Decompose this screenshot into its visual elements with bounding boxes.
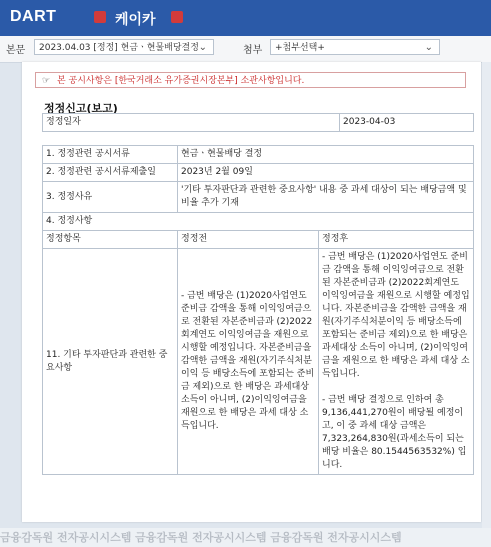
row-label: 2. 정정관련 공시서류제출일 [43,164,178,182]
table-row [43,213,474,231]
after-paragraph-2: - 금번 배당 결정으로 인하여 총 9,136,441,270원이 배당될 예정이고, 이 중 과세 대상 금액은 7,323,264,830원(과세소득이 되는 배당 비율은 80.1544563532%) 입니다. [322,395,467,470]
company-name: 케이카 [115,12,156,28]
attach-select[interactable] [270,39,440,55]
document-title: 정정신고(보고) [44,102,118,115]
doc-select[interactable] [34,39,214,55]
date-table [42,113,474,132]
after-paragraph-1: - 금번 배당은 (1)2020사업연도 준비금 감액을 통해 이익잉여금으로 전환된 자본준비금과 (2)2022회계연도 이익잉여금을 재원으로 시행할 예정입니다. 자본준비금을 감액한 금액을 재원(자기주식처분이익 등 배당소득에 포함되는 준비금 제외)으로 한 배당은 과세대상 소득이 아니며, (2)이익잉여금을 재원으로 한 배당은 과세 대상 소득입니다. [322,252,470,379]
row-label: 1. 정정관련 공시서류 [43,146,178,164]
col-header-item: 정정항목 [43,231,178,249]
before-cell: - 금번 배당은 (1)2020사업연도 준비금 감액을 통해 이익잉여금으로 전환된 자본준비금과 (2)2022회계연도 이익잉여금을 재원으로 시행할 예정입니다. 자본준비금을 감액한 금액을 재원(자기주식처분이익 등 배당소득에 포함되는 준비금 제외)으로 한 배당은 과세대상 소득이 아니며, (2)이익잉여금을 재원으로 한 배당은 과세 대상 소득입니다. [178,249,319,475]
chevron-down-icon: ⌄ [198,42,207,53]
notice-box [35,72,466,88]
date-label: 정정일자 [43,114,340,132]
right-edge [482,62,491,528]
dart-logo[interactable]: DART [10,8,57,25]
corporate-icon [94,11,106,23]
row-label: 3. 정정사유 [43,182,178,213]
row-value: 현금ㆍ현물배당 결정 [178,146,474,164]
doc-select-value: 2023.04.03 [정정] 현금ㆍ현물배당결정 [39,43,199,53]
col-header-before: 정정전 [178,231,319,249]
notice-text: 본 공시사항은 [한국거래소 유가증권시장본부] 소관사항입니다. [56,76,305,86]
watermark: 금융감독원 전자공시시스템 금융감독원 전자공시시스템 금융감독원 전자공시시스템 [0,528,491,547]
item-cell: 11. 기타 투자판단과 관련한 중요사항 [43,249,178,475]
table-row [43,146,474,164]
doc-label: 본문 [6,45,26,56]
date-value: 2023-04-03 [340,114,474,132]
chevron-down-icon: ⌄ [424,42,433,53]
correction-table [42,145,474,475]
row-value: '기타 투자판단과 관련한 중요사항' 내용 중 과세 대상이 되는 배당금액 및 비율 추가 기재 [178,182,474,213]
corporate-icon-right [171,11,183,23]
top-bar [0,0,491,36]
section-heading: 4. 정정사항 [43,213,474,231]
row-value: 2023년 2월 09일 [178,164,474,182]
after-cell [319,249,474,475]
table-row [43,164,474,182]
attach-label: 첨부 [243,45,263,56]
pointing-hand-icon: ☞ [42,76,51,86]
col-header-after: 정정후 [319,231,474,249]
table-row [43,182,474,213]
table-header-row [43,231,474,249]
table-row [43,249,474,475]
attach-select-value: +첨부선택+ [275,43,325,53]
